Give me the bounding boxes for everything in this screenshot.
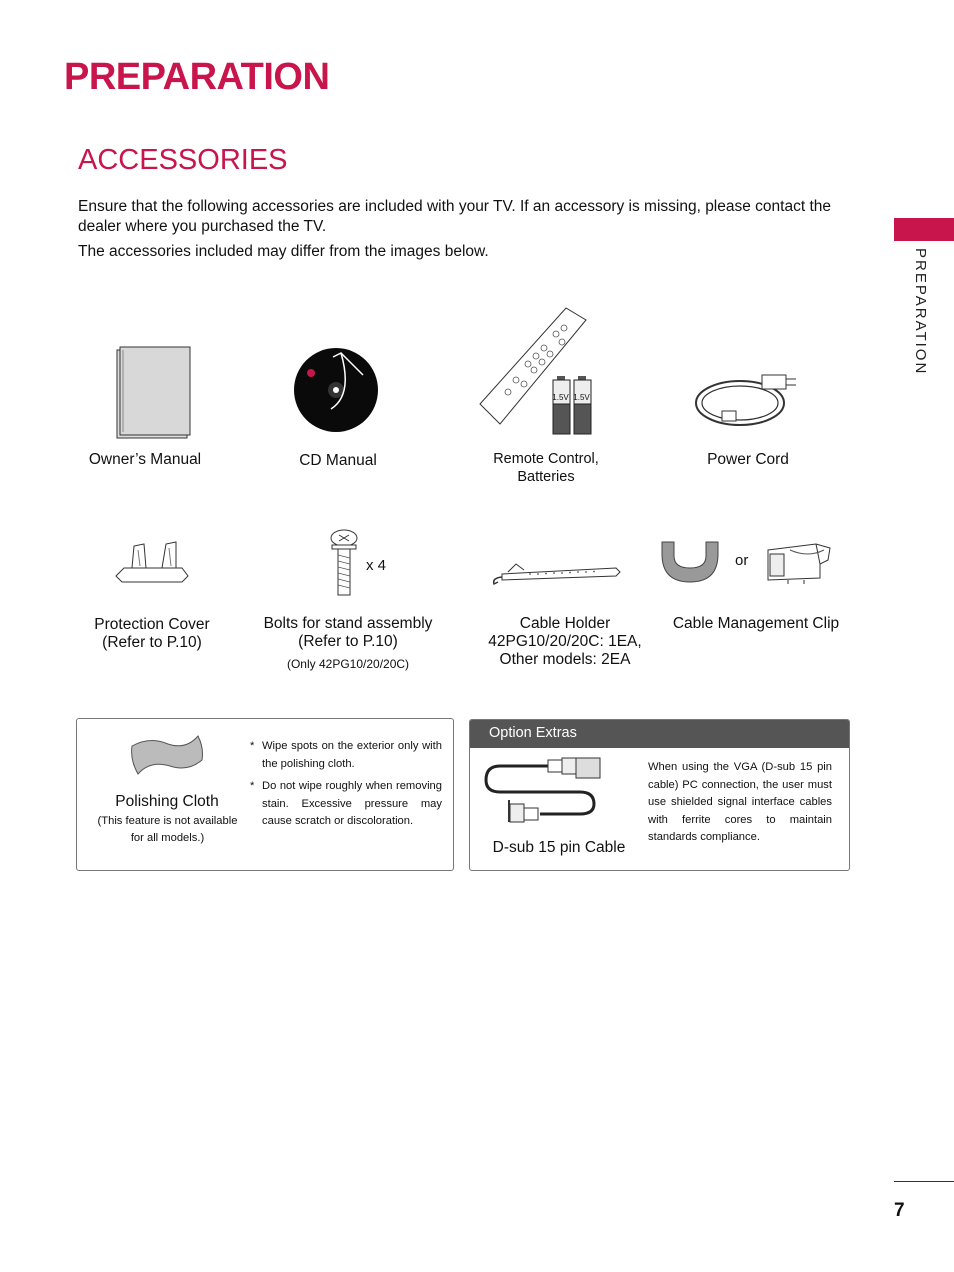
polishing-bullet-1: Wipe spots on the exterior only with the polishing cloth. — [262, 740, 442, 770]
cable-holder-line-2: 42PG10/20/20C: 1EA, — [488, 633, 642, 650]
bolts-label-line-1: Bolts for stand assembly — [263, 615, 433, 632]
bolts-label-line-2: (Refer to P.10) — [298, 633, 398, 650]
section-title: ACCESSORIES — [78, 144, 288, 176]
owners-manual-image — [116, 346, 192, 440]
polishing-cloth-note — [90, 813, 245, 847]
batteries-image — [552, 376, 594, 436]
side-tab-marker — [894, 218, 954, 241]
protection-label-line-2: (Refer to P.10) — [102, 634, 202, 651]
polishing-bullet-2: Do not wipe roughly when removing stain. Excessive pressure may cause scratch or discoloration. — [262, 780, 442, 827]
option-extras-header-bar — [470, 720, 849, 748]
page-number: 7 — [894, 1200, 905, 1221]
cable-clip-u-image — [660, 540, 720, 584]
cable-clip-label: Cable Management Clip — [672, 615, 840, 632]
polishing-cloth-title: Polishing Cloth — [115, 793, 219, 810]
protection-cover-label — [82, 616, 222, 652]
page-title: PREPARATION — [64, 56, 330, 98]
bolts-label — [250, 615, 446, 651]
dsub-cable-note: When using the VGA (D-sub 15 pin cable) PC connection, the user must use shielded signal interface cables with ferrite cores to maintain standards compliance. — [648, 761, 832, 843]
remote-label-line-1: Remote Control, — [493, 451, 599, 467]
cable-clip-alt-image — [764, 538, 834, 584]
dsub-cable-image — [480, 756, 606, 826]
dsub-cable-label: D-sub 15 pin Cable — [492, 839, 626, 856]
bolts-model-note: (Only 42PG10/20/20C) — [286, 657, 410, 671]
intro-line-2: dealer where you purchased the TV. — [78, 218, 327, 235]
owners-manual-label: Owner’s Manual — [88, 451, 202, 468]
intro-note: The accessories included may differ from the images below. — [78, 243, 489, 260]
or-label: or — [735, 552, 749, 569]
protection-label-line-1: Protection Cover — [94, 616, 210, 633]
polishing-cloth-image — [128, 732, 206, 778]
cd-manual-label: CD Manual — [299, 452, 377, 469]
intro-line-1: Ensure that the following accessories are included with your TV. If an accessory is missing, please contact the — [78, 198, 831, 215]
remote-control-label — [476, 450, 616, 486]
intro-paragraph — [78, 197, 838, 237]
cable-holder-line-1: Cable Holder — [519, 615, 611, 632]
polishing-note-line-2: for all models.) — [130, 832, 205, 844]
power-cord-image — [692, 365, 804, 431]
cable-holder-line-3: Other models: 2EA — [499, 651, 631, 668]
battery-2-label: 1.5V — [573, 393, 590, 402]
bullet-marker-2: * — [250, 780, 255, 792]
remote-label-line-2: Batteries — [517, 469, 575, 485]
page-number-rule — [894, 1181, 954, 1182]
protection-cover-image — [112, 540, 192, 586]
battery-1-label: 1.5V — [552, 393, 569, 402]
bullet-marker-1: * — [250, 740, 255, 752]
side-section-label: PREPARATION — [912, 248, 929, 376]
option-extras-header: Option Extras — [489, 725, 577, 741]
cd-manual-image — [293, 347, 379, 433]
cable-holder-image — [488, 556, 624, 588]
bolts-quantity: x 4 — [366, 557, 387, 574]
cable-holder-label — [470, 615, 660, 669]
bolt-image — [328, 528, 360, 598]
power-cord-label: Power Cord — [707, 451, 789, 468]
polishing-note-line-1: (This feature is not available — [97, 815, 238, 827]
